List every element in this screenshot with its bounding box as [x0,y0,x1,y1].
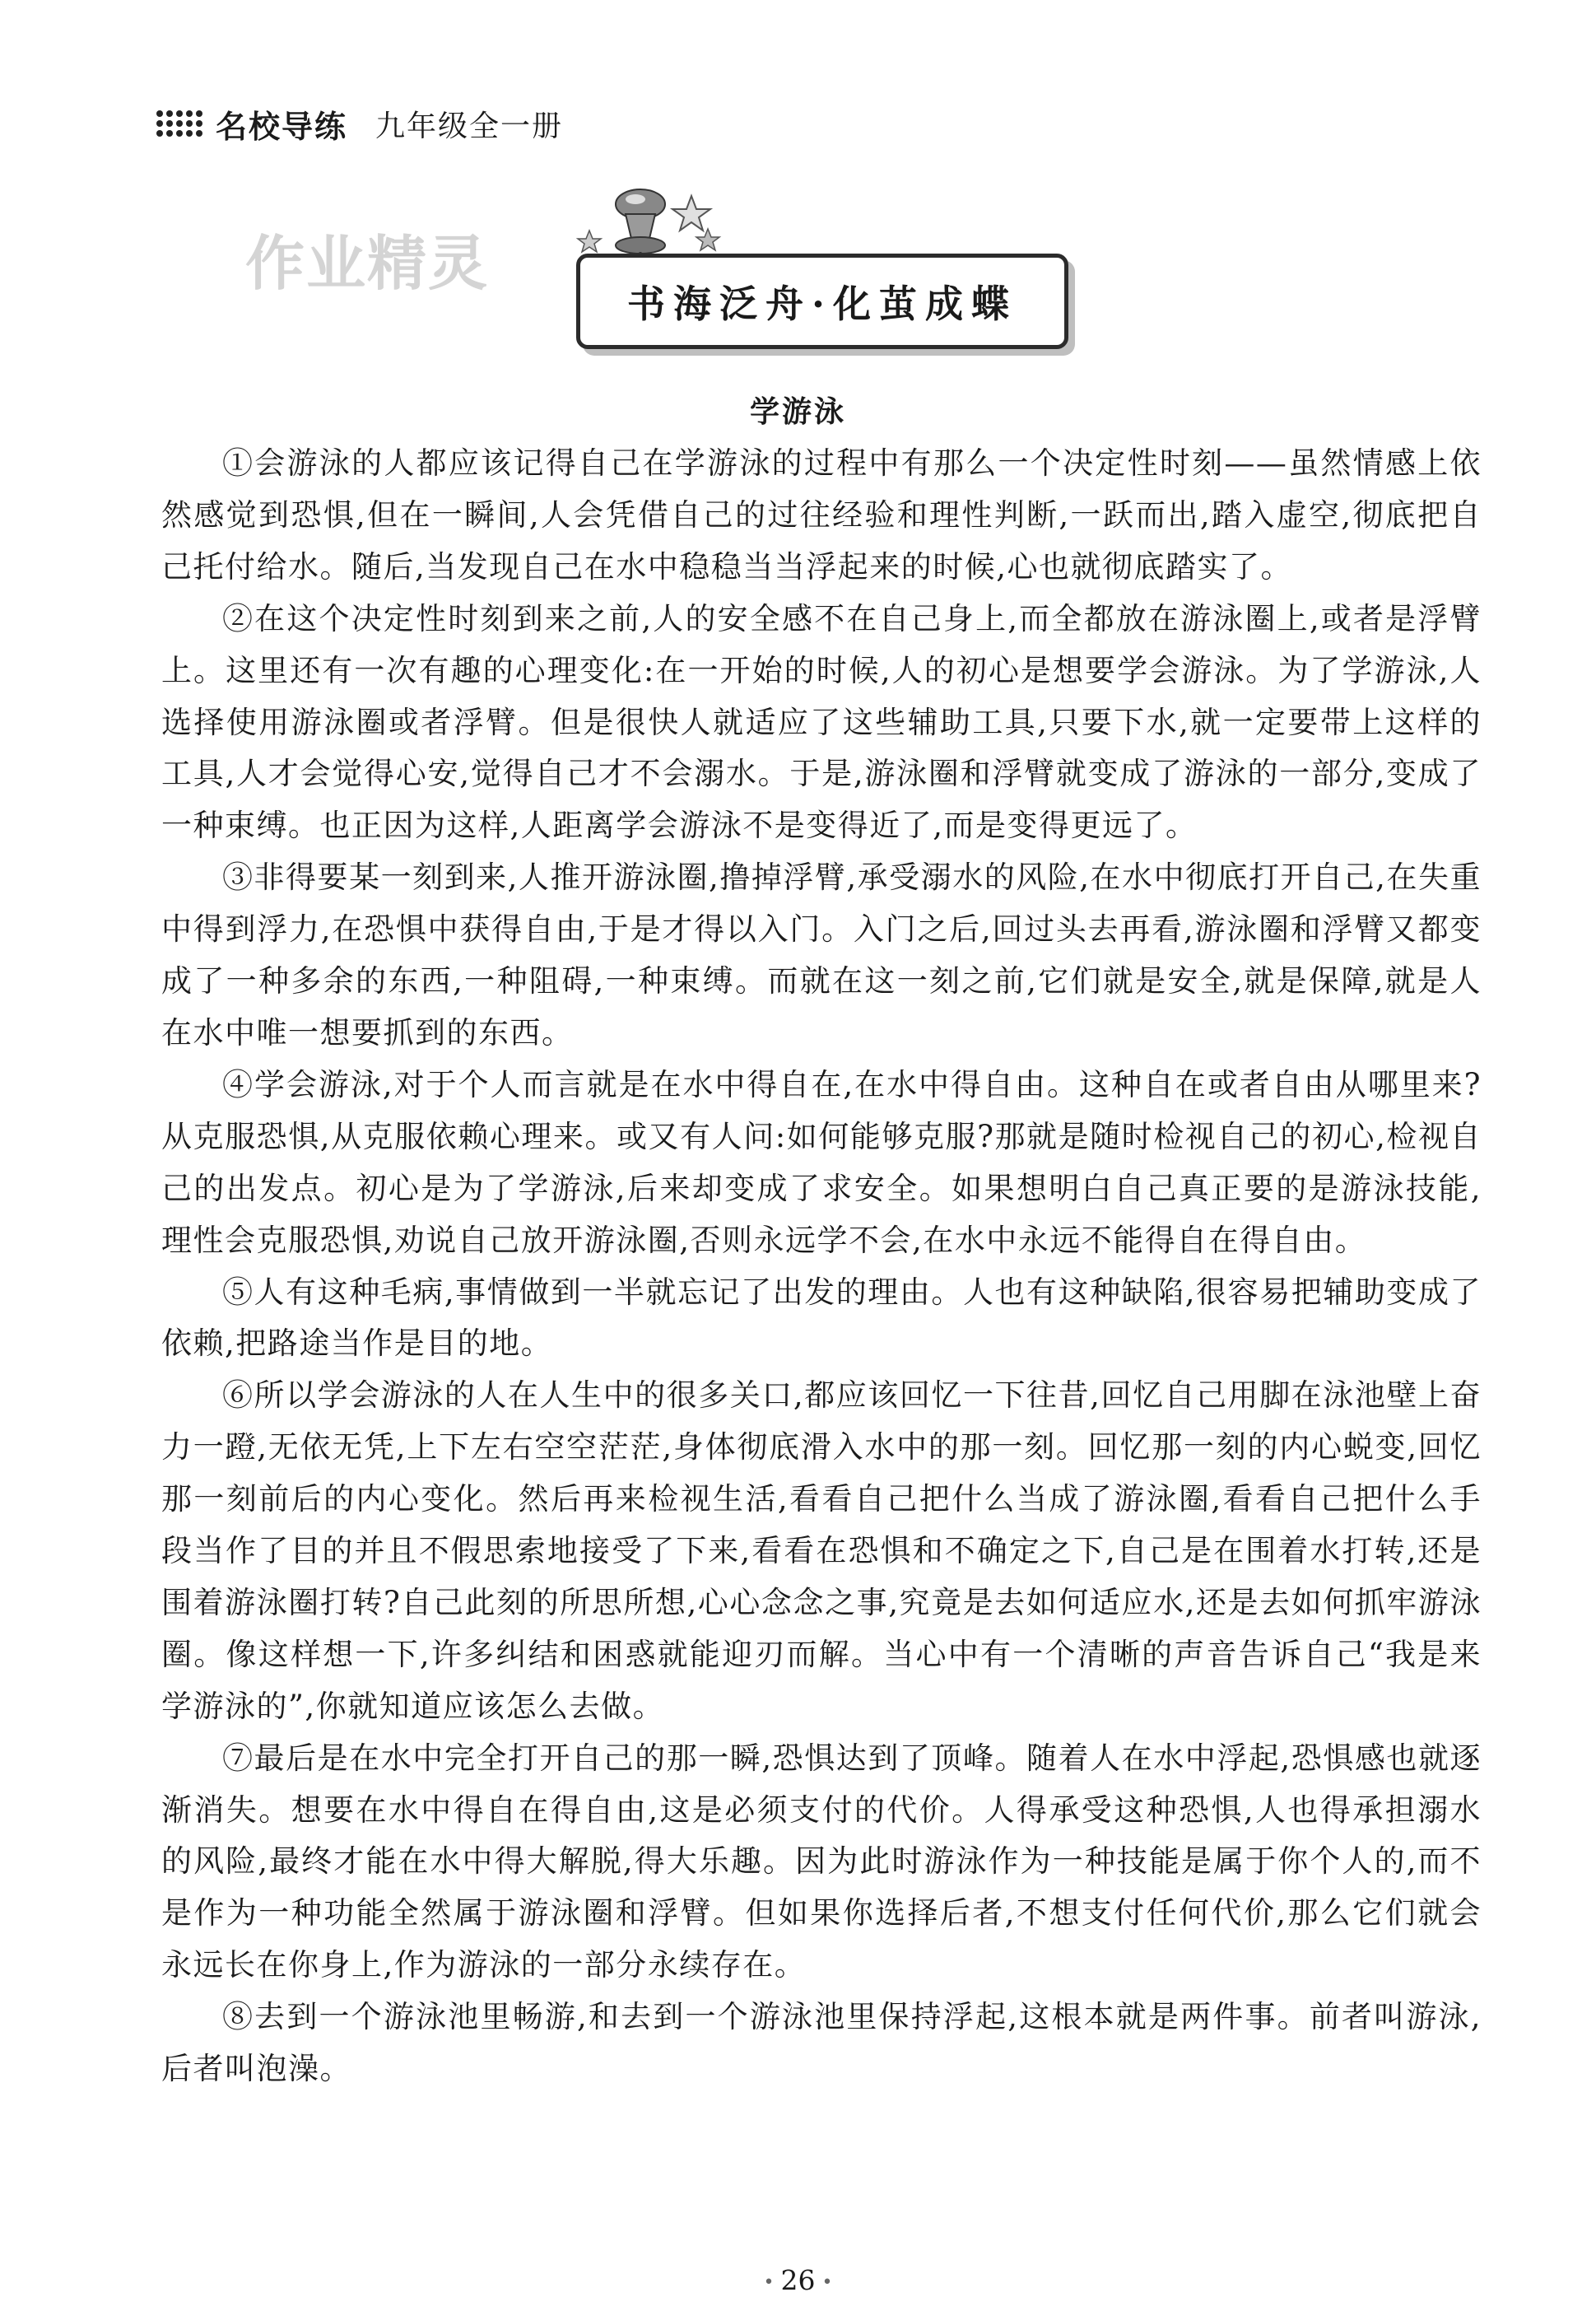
watermark: 作业精灵 [245,229,490,298]
article-title: 学游泳 [749,395,846,429]
paragraph-5: ⑤人有这种毛病,事情做到一半就忘记了出发的理由。人也有这种缺陷,很容易把辅助变成了依赖,把路途当作是目的地。 [161,1274,1482,1362]
paragraph-4: ④学会游泳,对于个人而言就是在水中得自在,在水中得自由。这种自在或者自由从哪里来?从克服恐惧,从克服依赖心理来。或又有人问:如何能够克服?那就是随时检视自己的初心,检视自己的出发点。初心是为了学游泳,后来却变成了求安全。如果想明白自己真正要的是游泳技能,理性会克服恐惧,劝说自己放开游泳圈,否则永远学不会,在水中永远不能得自在得自由。 [161,1066,1482,1258]
paragraph-6: ⑥所以学会游泳的人在人生中的很多关口,都应该回忆一下往昔,回忆自己用脚在泳池壁上奋力一蹬,无依无凭,上下左右空空茫茫,身体彻底滑入水中的那一刻。回忆那一刻的内心蜕变,回忆那一刻前后的内心变化。然后再来检视生活,看看自己把什么当成了游泳圈,看看自己把什么手段当作了目的并且不假思索地接受了下来,看看在恐惧和不确定之下,自己是在围着水打转,还是围着游泳圈打转?自己此刻的所思所想,心心念念之事,究竟是去如何适应水,还是去如何抓牢游泳圈。像这样想一下,许多纠结和困惑就能迎刃而解。当心中有一个清晰的声音告诉自己“我是来学游泳的”,你就知道应该怎么去做。 [161,1377,1482,1724]
paragraph-2: ②在这个决定性时刻到来之前,人的安全感不在自己身上,而全都放在游泳圈上,或者是浮臂上。这里还有一次有趣的心理变化:在一开始的时候,人的初心是想要学会游泳。为了学游泳,人选择使用游泳圈或者浮臂。但是很快人就适应了这些辅助工具,只要下水,就一定要带上这样的工具,人才会觉得心安,觉得自己才不会溺水。于是,游泳圈和浮臂就变成了游泳的一部分,变成了一种束缚。也正因为这样,人距离学会游泳不是变得近了,而是变得更远了。 [161,600,1482,844]
header-dots-icon [156,110,202,137]
section-banner [560,181,1070,354]
paragraph-8: ⑧去到一个游泳池里畅游,和去到一个游泳池里保持浮起,这根本就是两件事。前者叫游泳,后者叫泡澡。 [161,1999,1482,2087]
banner-title: 书海泛舟·化茧成蝶 [626,282,1017,326]
page-number-value: 26 [780,2264,816,2296]
page-number: • 26 • [763,2264,833,2296]
paragraph-7: ⑦最后是在水中完全打开自己的那一瞬,恐惧达到了顶峰。随着人在水中浮起,恐惧感也就逐渐消失。想要在水中得自在得自由,这是必须支付的代价。人得承受这种恐惧,人也得承担溺水的风险,最终才能在水中得大解脱,得大乐趣。因为此时游泳作为一种技能是属于你个人的,而不是作为一种功能全然属于游泳圈和浮臂。但如果你选择后者,不想支付任何代价,那么它们就会永远长在你身上,作为游泳的一部分永续存在。 [161,1740,1482,1983]
page-header [156,105,564,145]
article-body [161,438,1482,2095]
book-grade: 九年级全一册 [375,109,564,143]
book-series-title: 名校导练 [216,108,348,145]
paragraph-1: ①会游泳的人都应该记得自己在学游泳的过程中有那么一个决定性时刻——虽然情感上依然感觉到恐惧,但在一瞬间,人会凭借自己的过往经验和理性判断,一跃而出,踏入虚空,彻底把自己托付给水。随后,当发现自己在水中稳稳当当浮起来的时候,心也就彻底踏实了。 [161,445,1482,585]
banner-box [576,254,1068,349]
paragraph-3: ③非得要某一刻到来,人推开游泳圈,撸掉浮臂,承受溺水的风险,在水中彻底打开自己,在失重中得到浮力,在恐惧中获得自由,于是才得以入门。入门之后,回过头去再看,游泳圈和浮臂又都变成了一种多余的东西,一种阻碍,一种束缚。而就在这一刻之前,它们就是安全,就是保障,就是人在水中唯一想要抓到的东西。 [161,860,1482,1051]
